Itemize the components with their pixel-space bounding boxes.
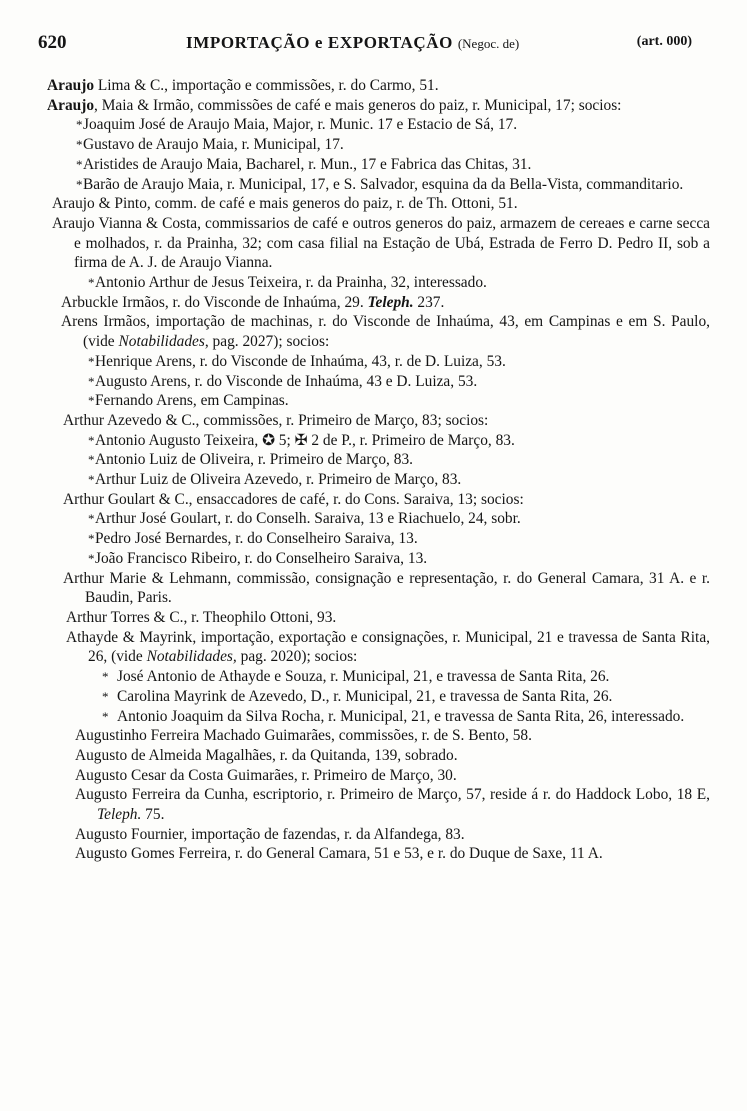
entry-text: Notabilidades,: [146, 648, 237, 666]
entry-text: , pag. 2027); socios:: [204, 333, 330, 351]
running-title-text: IMPORTAÇÃO e EXPORTAÇÃO: [186, 33, 453, 52]
partner-marker: *: [76, 176, 83, 192]
entry-text: Joaquim José de Araujo Maia, Major, r. Munic. 17 e Estacio de Sá, 17.: [83, 116, 518, 134]
entry-text: 75.: [141, 806, 165, 824]
directory-entries: [0, 76, 747, 864]
directory-entry: [75, 766, 710, 786]
entry-text: Araujo: [47, 96, 95, 114]
entry-text: Athayde & Mayrink, importação, exportação e consignações, r. Municipal, 21 e travessa de Santa Rita, 26, (vide: [66, 628, 710, 666]
entry-text: Arthur Torres & C., r. Theophilo Ottoni, 93.: [66, 608, 337, 626]
entry-text: Henrique Arens, r. do Visconde de Inhaúma, 43, r. de D. Luiza, 53.: [95, 352, 506, 370]
partner-marker: *: [88, 275, 95, 291]
entry-text: Antonio Luiz de Oliveira, r. Primeiro de Março, 83.: [95, 451, 413, 469]
partner-marker: *: [76, 117, 83, 133]
entry-text: Lima & C., importação e commissões, r. do Carmo, 51.: [94, 77, 439, 94]
directory-entry: [61, 293, 710, 313]
directory-subentry: [88, 391, 710, 411]
entry-text: Arthur Luiz de Oliveira Azevedo, r. Primeiro de Março, 83.: [95, 471, 462, 489]
partner-marker: *: [88, 550, 95, 566]
entry-text: Barão de Araujo Maia, r. Municipal, 17, e S. Salvador, esquina da da Bella-Vista, commanditario.: [83, 175, 684, 193]
entry-text: Teleph.: [97, 806, 142, 824]
entry-text: Arthur Marie & Lehmann, commissão, consignação e representação, r. do General Camara, 31 A. e r. Baudin, Paris.: [63, 569, 710, 607]
directory-entry: [61, 312, 710, 351]
entry-text: Augusto Ferreira da Cunha, escriptorio, r. Primeiro de Março, 57, reside á r. do Haddock Lobo, 18 E,: [75, 786, 710, 804]
directory-entry: [75, 785, 710, 824]
directory-subentry: [76, 135, 710, 155]
directory-subentry: [88, 509, 710, 529]
entry-text: pag. 2020); socios:: [236, 648, 358, 666]
partner-marker: *: [102, 708, 109, 724]
entry-text: Fernando Arens, em Campinas.: [95, 392, 289, 410]
directory-entry: [63, 411, 710, 431]
directory-entry: [52, 194, 710, 214]
directory-subentry: [88, 549, 710, 569]
partner-marker: *: [102, 669, 109, 685]
partner-marker: *: [88, 452, 95, 468]
entry-text: João Francisco Ribeiro, r. do Conselheiro Saraiva, 13.: [95, 549, 428, 567]
directory-entry: [66, 628, 710, 667]
entry-text: Araujo & Pinto, comm. de café e mais generos do paiz, r. de Th. Ottoni, 51.: [52, 195, 518, 213]
entry-text: Arthur José Goulart, r. do Conselh. Saraiva, 13 e Riachuelo, 24, sobr.: [95, 510, 521, 528]
directory-subentry: [88, 273, 710, 293]
directory-entry: [47, 96, 710, 116]
entry-text: Carolina Mayrink de Azevedo, D., r. Municipal, 21, e travessa de Santa Rita, 26.: [117, 687, 613, 705]
partner-marker: *: [88, 472, 95, 488]
running-header: [38, 30, 710, 54]
entry-text: Arthur Goulart & C., ensaccadores de café, r. do Cons. Saraiva, 13; socios:: [63, 490, 524, 508]
entry-text: Augusto Gomes Ferreira, r. do General Camara, 51 e 53, e r. do Duque de Saxe, 11 A.: [75, 845, 603, 863]
partner-marker: *: [102, 688, 109, 704]
entry-text: Augusto Cesar da Costa Guimarães, r. Primeiro de Março, 30.: [75, 766, 457, 784]
entry-text: Arens Irmãos, importação de machinas, r. do Visconde de Inhaúma, 43, em Campinas e em S. Paulo, (vide: [61, 313, 710, 351]
directory-subentry: [76, 155, 710, 175]
partner-marker: *: [88, 373, 95, 389]
entry-text: Antonio Joaquim da Silva Rocha, r. Municipal, 21, e travessa de Santa Rita, 26, interessado.: [117, 707, 685, 725]
directory-subentry: [88, 470, 710, 490]
directory-subentry: [88, 352, 710, 372]
entry-text: Antonio Arthur de Jesus Teixeira, r. da Prainha, 32, interessado.: [95, 274, 487, 292]
entry-text: Gustavo de Araujo Maia, r. Municipal, 17.: [83, 136, 344, 154]
partner-marker: *: [76, 156, 83, 172]
entry-text: Arthur Azevedo & C., commissões, r. Primeiro de Março, 83; socios:: [63, 411, 489, 429]
partner-marker: *: [88, 393, 95, 409]
directory-subentry: [102, 667, 710, 687]
partner-marker: *: [88, 511, 95, 527]
page-number: 620: [38, 32, 67, 53]
entry-text: Augustinho Ferreira Machado Guimarães, commissões, r. de S. Bento, 58.: [75, 727, 532, 745]
directory-entry: [75, 746, 710, 766]
partner-marker: *: [88, 353, 95, 369]
directory-subentry: [88, 431, 710, 451]
entry-text: 237.: [413, 293, 445, 311]
directory-entry: [52, 214, 710, 273]
directory-entry: [75, 726, 710, 746]
header-article-ref: (art. 000): [636, 34, 692, 49]
entry-text: Notabilidades: [118, 333, 205, 351]
directory-subentry: [88, 529, 710, 549]
entry-text: Pedro José Bernardes, r. do Conselheiro Saraiva, 13.: [95, 530, 418, 548]
entry-text: Augusto Fournier, importação de fazendas, r. da Alfandega, 83.: [75, 825, 465, 843]
running-title-note: (Negoc. de): [457, 36, 520, 51]
entry-text: Aristides de Araujo Maia, Bacharel, r. Mun., 17 e Fabrica das Chitas, 31.: [83, 155, 532, 173]
directory-subentry: [88, 372, 710, 392]
partner-marker: *: [88, 432, 95, 448]
directory-entry: [75, 825, 710, 845]
directory-entry: [63, 490, 710, 510]
directory-subentry: [76, 115, 710, 135]
entry-text: Araujo Vianna & Costa, commissarios de café e outros generos do paiz, armazem de cereaes e carne secca e molhados, r. da Prainha, 32; com casa filial na Estação de Ubá, Estrada de Ferro D. Pedro II, sob a firma de A. J. de Araujo Vianna.: [52, 214, 710, 272]
entry-text: Augusto Arens, r. do Visconde de Inhaúma, 43 e D. Luiza, 53.: [95, 372, 478, 390]
running-title: [186, 33, 519, 53]
entry-text: , Maia & Irmão, commissões de café e mais generos do paiz, r. Municipal, 17; socios:: [94, 96, 622, 114]
directory-entry: [63, 569, 710, 608]
directory-entry: [47, 76, 710, 96]
entry-text: Araujo: [47, 77, 95, 94]
directory-subentry: [76, 175, 710, 195]
entry-text: Augusto de Almeida Magalhães, r. da Quitanda, 139, sobrado.: [75, 746, 458, 764]
partner-marker: *: [76, 137, 83, 153]
entry-text: Teleph.: [367, 293, 414, 311]
directory-subentry: [88, 450, 710, 470]
directory-entry: [66, 608, 710, 628]
directory-subentry: [102, 707, 710, 727]
directory-subentry: [102, 687, 710, 707]
entry-text: José Antonio de Athayde e Souza, r. Municipal, 21, e travessa de Santa Rita, 26.: [117, 668, 610, 686]
entry-text: Antonio Augusto Teixeira, ✪ 5; ✠ 2 de P., r. Primeiro de Março, 83.: [95, 431, 515, 449]
entry-text: Arbuckle Irmãos, r. do Visconde de Inhaúma, 29.: [61, 293, 368, 311]
directory-entry: [75, 844, 710, 864]
partner-marker: *: [88, 531, 95, 547]
